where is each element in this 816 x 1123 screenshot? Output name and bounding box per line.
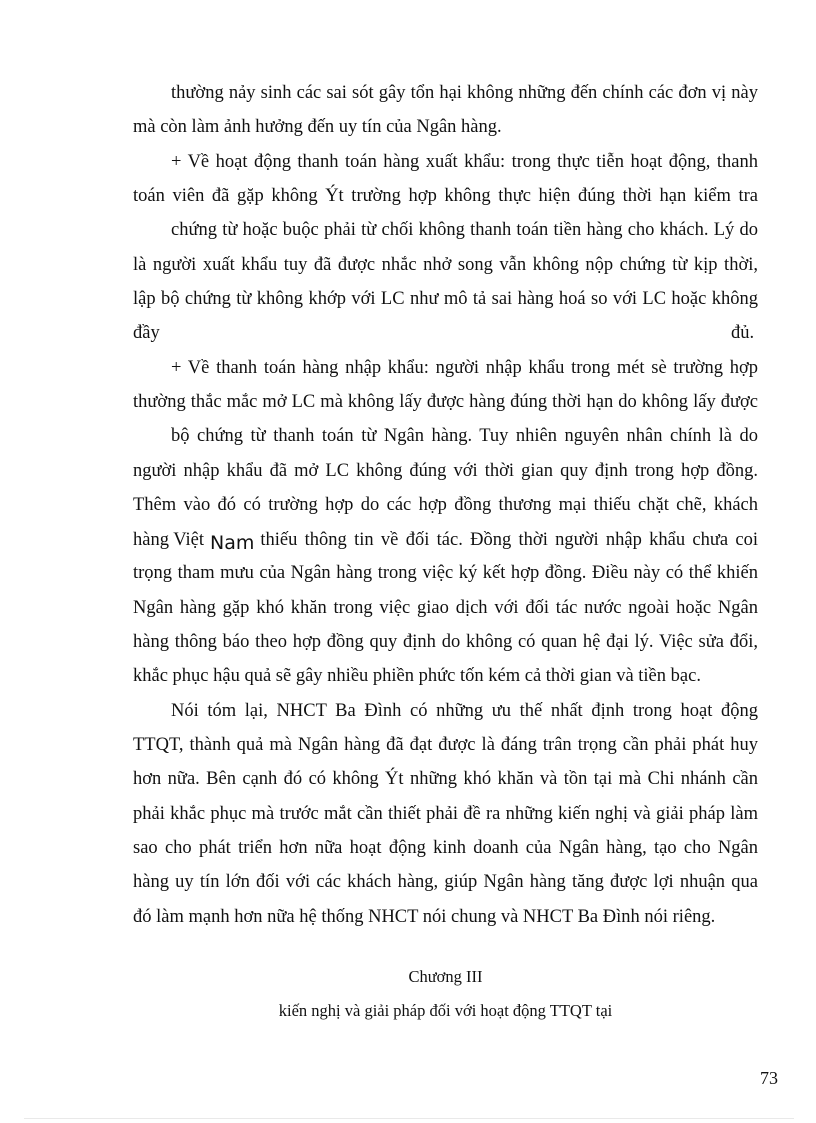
body-line: hơn nữa. Bên cạnh đó có không Ýt những khó khăn và tồn tại mà Chi nhánh cần (133, 769, 758, 789)
body-line: phải khắc phục mà trước mắt cần thiết phải đề ra những kiến nghị và giải pháp làm (133, 804, 758, 824)
body-line: sao cho phát triển hơn nữa hoạt động kinh doanh của Ngân hàng, tạo cho Ngân (133, 838, 758, 858)
body-line: đầy (133, 323, 160, 343)
body-line: TTQT, thành quả mà Ngân hàng đã đạt được là đáng trân trọng cần phải phát huy (133, 735, 758, 755)
body-line: Thêm vào đó có trường hợp do các hợp đồng thương mại thiếu chặt chẽ, khách (133, 495, 758, 515)
body-text: hàng Việt (133, 530, 204, 550)
body-text-nam: Nam (210, 532, 255, 554)
body-line: + Về thanh toán hàng nhập khẩu: người nhập khẩu trong mét sè trường hợp (171, 358, 758, 378)
body-line: + Về hoạt động thanh toán hàng xuất khẩu: trong thực tiễn hoạt động, thanh (171, 152, 758, 172)
page-number: 73 (760, 1068, 778, 1088)
chapter-subtitle: kiến nghị và giải pháp đối với hoạt động TTQT tại (278, 1001, 613, 1020)
body-text: thiếu thông tin về đối tác. Đồng thời người nhập khẩu chưa coi (260, 530, 758, 550)
body-line: mà còn làm ảnh hưởng đến uy tín của Ngân hàng. (133, 117, 502, 137)
body-line: bộ chứng từ thanh toán từ Ngân hàng. Tuy nhiên nguyên nhân chính là do (171, 426, 758, 446)
body-line: là người xuất khẩu tuy đã được nhắc nhở song vẫn không nộp chứng từ kịp thời, (133, 255, 758, 275)
body-line: chứng từ hoặc buộc phải từ chối không thanh toán tiền hàng cho khách. Lý do (171, 220, 758, 240)
body-line: đó làm mạnh hơn nữa hệ thống NHCT nói chung và NHCT Ba Đình nói riêng. (133, 907, 716, 927)
body-line: thường thắc mắc mở LC mà không lấy được hàng đúng thời hạn do không lấy được (133, 392, 758, 412)
body-line: Nói tóm lại, NHCT Ba Đình có những ưu thế nhất định trong hoạt động (171, 701, 758, 721)
footer-divider (24, 1118, 794, 1119)
body-line: toán viên đã gặp không Ýt trường hợp không thực hiện đúng thời hạn kiểm tra (133, 186, 758, 206)
body-line (133, 527, 758, 552)
body-line: trọng tham mưu của Ngân hàng trong việc ký kết hợp đồng. Điều này có thể khiến (133, 563, 758, 583)
body-line: hàng uy tín lớn đối với các khách hàng, giúp Ngân hàng tăng được lợi nhuận qua (133, 872, 758, 892)
body-line: Ngân hàng gặp khó khăn trong việc giao dịch với đối tác nước ngoài hoặc Ngân (133, 598, 758, 618)
body-line: đủ. (731, 323, 755, 343)
body-line: người nhập khẩu đã mở LC không đúng với thời gian quy định trong hợp đồng. (133, 461, 758, 481)
body-line: khắc phục hậu quả sẽ gây nhiều phiền phức tốn kém cả thời gian và tiền bạc. (133, 666, 701, 686)
body-line: thường nảy sinh các sai sót gây tổn hại không những đến chính các đơn vị này (171, 83, 758, 103)
body-line: hàng thông báo theo hợp đồng quy định do không có quan hệ đại lý. Việc sửa đổi, (133, 632, 758, 652)
body-line: lập bộ chứng từ không khớp với LC như mô tả sai hàng hoá so với LC hoặc không (133, 289, 758, 309)
chapter-title: Chương III (408, 967, 483, 986)
